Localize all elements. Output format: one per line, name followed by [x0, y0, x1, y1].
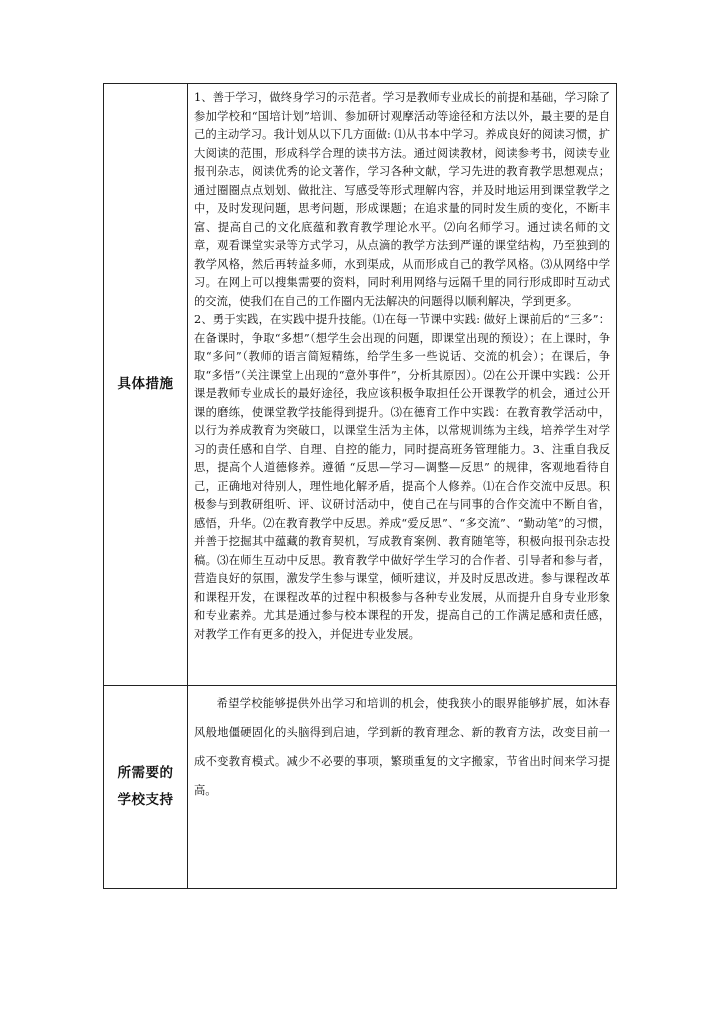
measures-paragraph-1: 1、善于学习，做终身学习的示范者。学习是教师专业成长的前提和基础，学习除了参加学校和“国培计划”培训、参加研讨观摩活动等途径和方法以外，最主要的是自己的主动学习。我计划从以下几方面做: ⑴从书本中学习。养成良好的阅读习惯，扩大阅读的范围，形成科学合理的读书方法。通过阅读教材，阅读参考书，阅读专业报刊杂志，阅读优秀的论文著作，学习各种文献，学习先进的教育教学思想观点；通过圈圈点点划划、做批注、写感受等形式理解内容，并及时地运用到课堂教学之中，及时发现问题，思考问题，形成课题；在追求量的同时发生质的变化，不断丰富、提高自己的文化底蕴和教育教学理论水平。⑵向名师学习。通过读名师的文章，观看课堂实录等方式学习，从点滴的教学方法到严谨的课堂结构，乃至独到的教学风格，然后再转益多师，水到渠成，从而形成自己的教学风格。⑶从网络中学习。在网上可以搜集需要的资料，同时利用网络与远隔千里的同行形成即时互动式的交流，使我们在自己的工作圈内无法解决的问题得以顺利解决，学到更多。 — [194, 91, 610, 308]
support-label — [118, 760, 174, 814]
measures-content-cell — [188, 84, 616, 685]
support-label-line-2: 学校支持 — [117, 792, 174, 808]
measures-label-cell — [104, 84, 188, 685]
measures-row — [104, 84, 616, 686]
support-row — [104, 686, 616, 888]
support-content-cell — [188, 686, 616, 888]
plan-table — [103, 83, 617, 889]
support-label-cell — [104, 686, 188, 888]
support-text: 希望学校能够提供外出学习和培训的机会，使我狭小的眼界能够扩展，如沐春风般地僵硬固化的头脑得到启迪，学到新的教育理念、新的教育方法，改变目前一成不变教育模式。减少不必要的事项，繁琐重复的文字搬家，节省出时间来学习提高。 — [194, 697, 610, 797]
support-label-line-1: 所需要的 — [117, 765, 174, 781]
measures-text — [188, 84, 616, 644]
measures-paragraph-2: 2、勇于实践，在实践中提升技能。⑴在每一节课中实践: 做好上课前后的“三多”：在备课时，争取“多想”（想学生会出现的问题，即课堂出现的预设）；在上课时，争取“多问”（教师的语言简短精练，给学生多一些说话、交流的机会）；在课后，争取“多悟”（关注课堂上出现的“意外事件”，分析其原因）。⑵在公开课中实践：公开课是教师专业成长的最好途径，我应该积极争取担任公开课教学的机会，通过公开课的磨练，使课堂教学技能得到提升。⑶在德育工作中实践：在教育教学活动中，以行为养成教育为突破口，以课堂生活为主体，以常规训练为主线，培养学生对学习的责任感和自学、自理、自控的能力，同时提高班务管理能力。3、注重自我反思，提高个人道德修养。遵循 “反思—学习—调整—反思” 的规律，客观地看待自己，正确地对待别人，理性地化解矛盾，提高个人修养。⑴在合作交流中反思。积极参与到教研组听、评、议研讨活动中，使自己在与同事的合作交流中不断自省，感悟，升华。⑵在教育教学中反思。养成“爱反思”、“多交流”、“勤动笔”的习惯，并善于挖掘其中蕴藏的教育契机，写成教育案例、教育随笔等，积极向报刊杂志投稿。⑶在师生互动中反思。教育教学中做好学生学习的合作者、引导者和参与者，营造良好的氛围，激发学生参与课堂，倾听建议，并及时反思改进。参与课程改革和课程开发，在课程改革的过程中积极参与各种专业发展，从而提升自身专业形象和专业素养。尤其是通过参与校本课程的开发，提高自己的工作满足感和责任感，对教学工作有更多的投入，并促进专业发展。 — [194, 313, 610, 641]
measures-label: 具体措施 — [117, 376, 174, 392]
